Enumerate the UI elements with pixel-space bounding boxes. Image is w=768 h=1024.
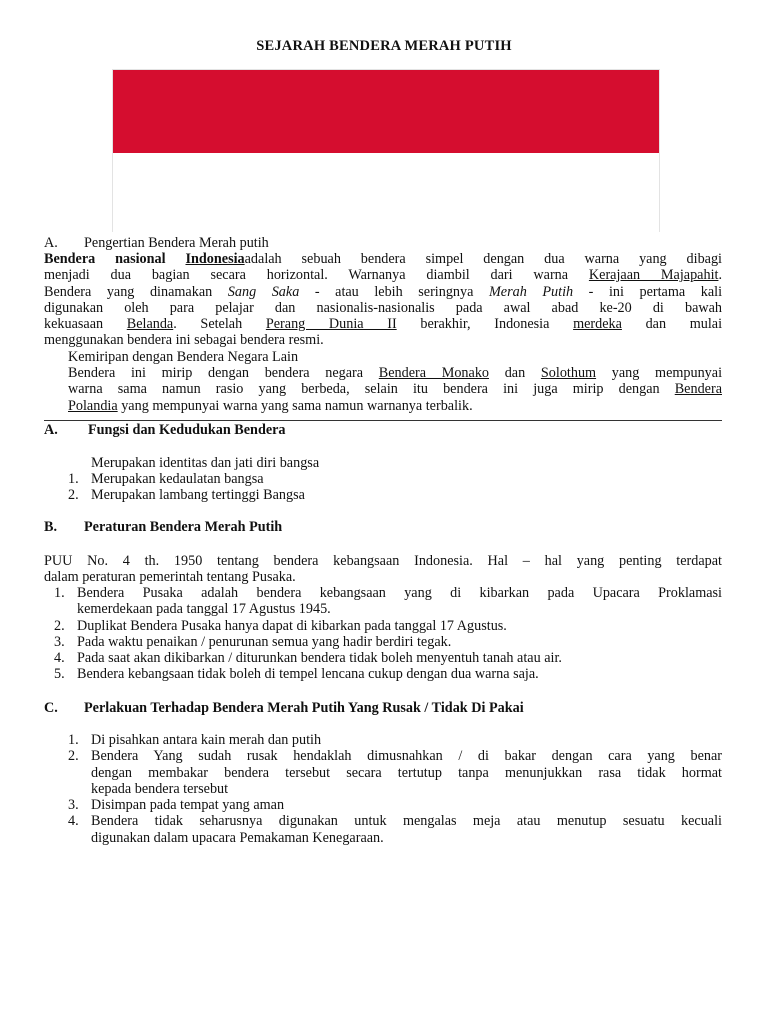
list-number: 4. [68, 813, 79, 830]
text-span: dan [504, 365, 526, 381]
link-polandia[interactable]: Polandia [68, 397, 118, 414]
list-text: Bendera Yang sudah rusak hendaklah dimusnahkan / di bakar dengan cara yang benar [91, 748, 722, 765]
text-span: berakhir, [420, 316, 471, 333]
horizontal-divider [44, 420, 722, 421]
section-b-heading: Peraturan Bendera Merah Putih [84, 519, 283, 535]
list-item [68, 732, 722, 748]
italic-text: Merah Putih [488, 283, 574, 300]
italic-text: Sang Saka [227, 283, 300, 300]
link-bendera[interactable]: Bendera [674, 381, 722, 398]
section-a2-heading: Fungsi dan Kedudukan Bendera [88, 422, 286, 438]
flag-red-band [113, 70, 659, 153]
list-text: digunakan dalam upacara Pemakaman Kenegaraan. [91, 829, 384, 846]
link-solothum[interactable]: Solothum [540, 365, 597, 381]
bold-text: Bendera nasional [44, 251, 166, 267]
section-a2-intro: Merupakan identitas dan jati diri bangsa [91, 455, 320, 471]
list-item [54, 585, 722, 618]
section-a1-paragraph-2 [68, 365, 722, 414]
link-merdeka[interactable]: merdeka [573, 316, 622, 333]
list-item [54, 666, 722, 683]
para-line [44, 316, 722, 332]
list-text: kemerdekaan pada tanggal 17 Agustus 1945. [77, 601, 331, 618]
section-c-heading: Perlakuan Terhadap Bendera Merah Putih Yang Rusak / Tidak Di Pakai [84, 700, 524, 716]
list-number: 1. [68, 732, 79, 748]
list-text: Bendera Pusaka adalah bendera kebangsaan yang di kibarkan pada Upacara Proklamasi [77, 585, 722, 601]
list-item [54, 650, 722, 667]
para-line [68, 365, 722, 381]
list-item [68, 748, 722, 797]
text-span: Bendera yang dinamakan [44, 283, 213, 300]
list-number: 1. [54, 585, 65, 601]
list-item [68, 813, 722, 846]
link-bendera-monako[interactable]: Bendera Monako [378, 365, 490, 381]
list-text: Merupakan kedaulatan bangsa [91, 471, 264, 487]
section-a1-heading: Pengertian Bendera Merah putih [84, 235, 269, 251]
flag-white-band [113, 153, 659, 233]
section-b-marker: B. [44, 519, 58, 535]
text-span: kekuasaan [44, 316, 104, 333]
list-text: Disimpan pada tempat yang aman [91, 797, 285, 814]
indonesian-flag-image [112, 69, 660, 232]
list-text: Duplikat Bendera Pusaka hanya dapat di kibarkan pada tanggal 17 Agustus. [77, 617, 507, 634]
para-line [44, 251, 722, 267]
para-line: PUU No. 4 th. 1950 tentang bendera kebangsaan Indonesia. Hal – hal yang penting terdapat [44, 553, 722, 569]
para-line [68, 381, 722, 397]
list-text: Bendera tidak seharusnya digunakan untuk mengalas meja atau menutup sesuatu kecuali [91, 813, 722, 830]
list-number: 2. [68, 748, 79, 765]
text-span: menjadi dua bagian secara horizontal. Warnanya diambil dari warna [44, 267, 569, 284]
text-span: - atau lebih seringnya [314, 283, 474, 300]
text-span: menggunakan bendera ini sebagai bendera resmi. [44, 332, 324, 349]
list-text: Pada saat akan dikibarkan / diturunkan bendera tidak boleh menyentuh tanah atau air. [77, 650, 562, 667]
text-span: adalah sebuah bendera simpel dengan dua warna yang dibagi [244, 251, 722, 267]
list-number: 4. [54, 650, 65, 667]
text-span: . [718, 267, 722, 284]
section-a1-paragraph [44, 251, 722, 349]
list-item [54, 633, 722, 650]
list-number: 2. [68, 487, 79, 504]
section-a1-subheading: Kemiripan dengan Bendera Negara Lain [68, 349, 299, 365]
list-item [68, 487, 305, 504]
text-span: . Setelah [173, 316, 243, 333]
para-line [44, 300, 722, 316]
para-line: dalam peraturan pemerintah tentang Pusaka. [44, 569, 296, 586]
list-item [68, 797, 722, 814]
text-span: Indonesia [494, 316, 550, 333]
list-text: Pada waktu penaikan / penurunan semua yang hadir berdiri tegak. [77, 633, 452, 650]
para-line [44, 332, 722, 348]
list-number: 3. [54, 633, 65, 650]
list-text: Di pisahkan antara kain merah dan putih [91, 732, 322, 748]
list-item [68, 471, 305, 487]
list-number: 3. [68, 797, 79, 814]
list-number: 1. [68, 471, 79, 487]
para-line [68, 398, 722, 414]
link-indonesia[interactable]: Indonesia [185, 251, 245, 267]
section-a2-list [68, 471, 305, 504]
text-span: - ini pertama kali [588, 283, 723, 300]
list-text: dengan membakar bendera tersebut secara tertutup tanpa menunjukkan rasa tidak hormat [91, 764, 722, 781]
list-number: 5. [54, 666, 65, 683]
section-b-list [54, 585, 722, 683]
text-span: warna sama namun rasio yang berbeda, selain itu bendera ini juga mirip dengan [68, 381, 660, 398]
text-span: yang mempunyai [611, 365, 723, 381]
link-perang-dunia-ii[interactable]: Perang Dunia II [265, 316, 397, 333]
section-c-list [68, 732, 722, 846]
text-span: Bendera ini mirip dengan bendera negara [68, 365, 364, 381]
list-text: Bendera kebangsaan tidak boleh di tempel lencana cukup dengan dua warna saja. [77, 666, 539, 683]
section-a2-marker: A. [44, 422, 58, 438]
list-text: kepada bendera tersebut [91, 780, 229, 797]
para-line [44, 284, 722, 300]
text-span: yang mempunyai warna yang sama namun warnanya terbalik. [121, 397, 473, 414]
text-span: mulai [689, 316, 723, 333]
para-line [44, 267, 722, 283]
text-span: dan [645, 316, 667, 333]
list-number: 2. [54, 617, 65, 634]
link-belanda[interactable]: Belanda [126, 316, 174, 333]
list-text: Merupakan lambang tertinggi Bangsa [91, 487, 305, 504]
text-span: digunakan oleh para pelajar dan nasionalis-nasionalis pada awal abad ke-20 di bawah [44, 299, 722, 316]
section-a1-marker: A. [44, 235, 58, 251]
section-c-marker: C. [44, 700, 58, 716]
page-title: SEJARAH BENDERA MERAH PUTIH [256, 38, 512, 54]
list-item [54, 617, 722, 634]
link-kerajaan-majapahit[interactable]: Kerajaan Majapahit [588, 267, 719, 284]
section-b-intro [44, 553, 722, 586]
